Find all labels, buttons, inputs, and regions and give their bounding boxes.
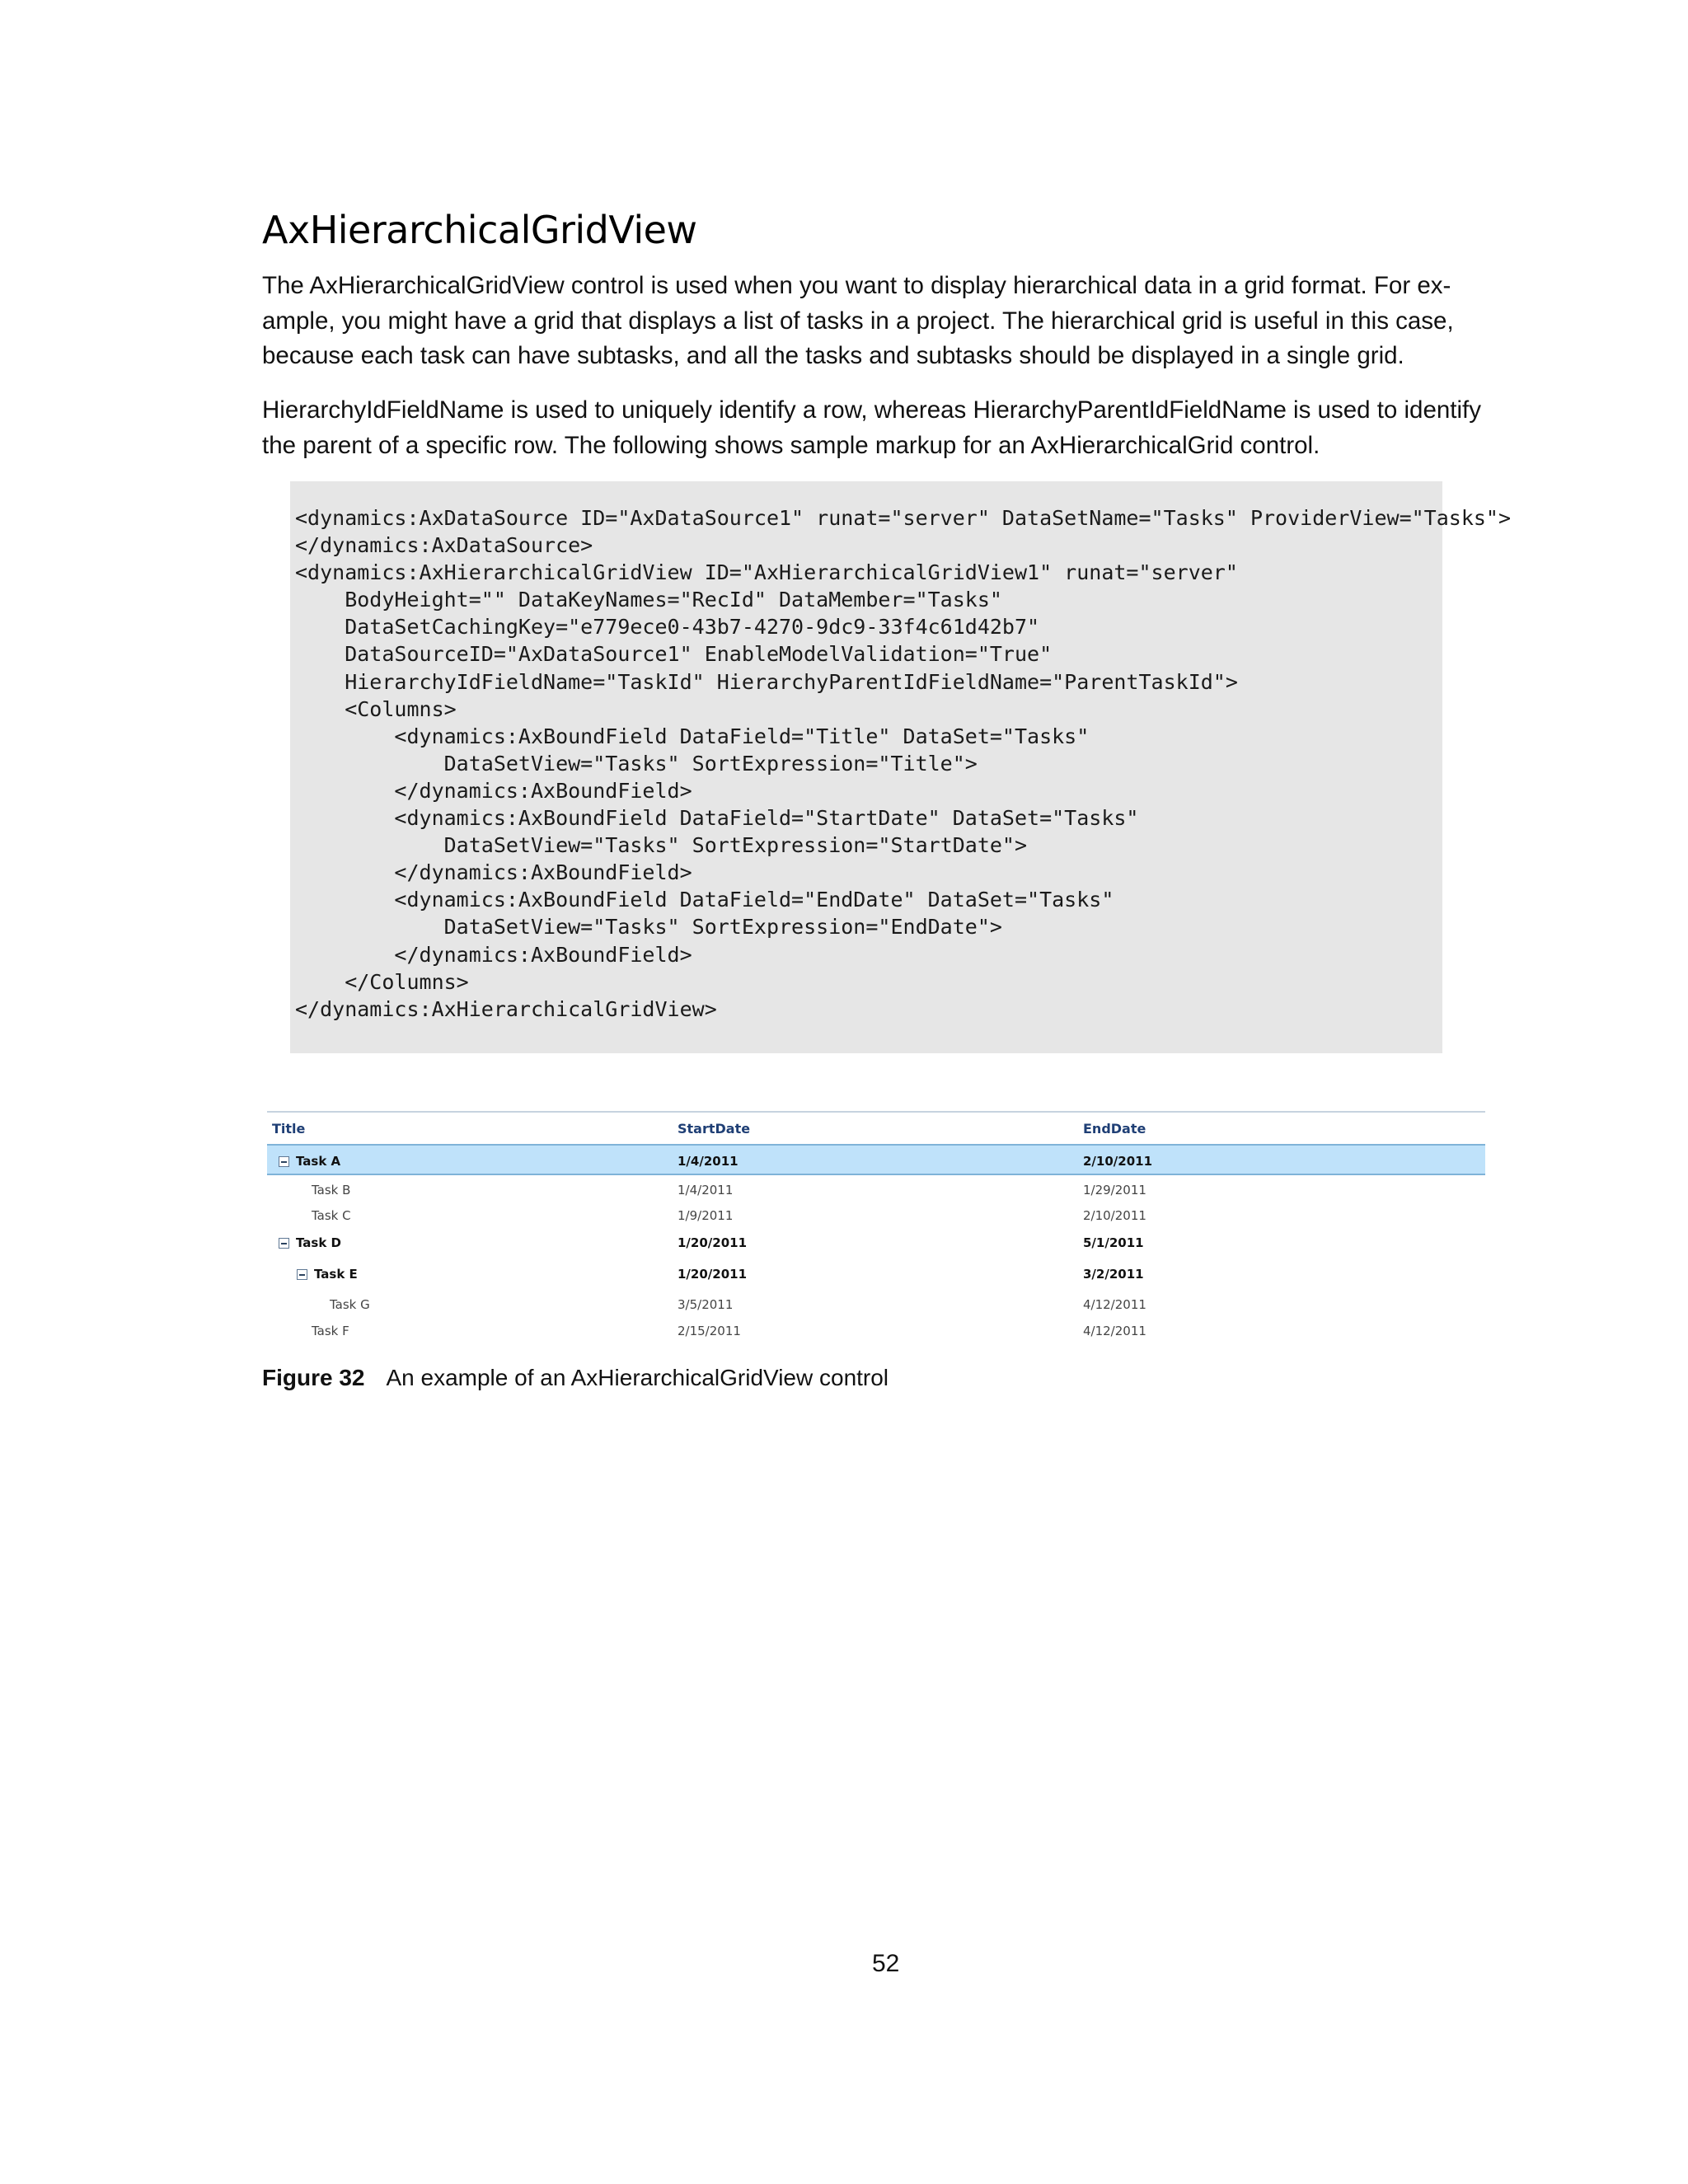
cell-title: Task D [296, 1235, 341, 1250]
figure-caption-text: An example of an AxHierarchicalGridView control [386, 1365, 889, 1390]
grid-row[interactable] [267, 1203, 1485, 1228]
section-heading: AxHierarchicalGridView [262, 208, 697, 252]
cell-startdate: 1/4/2011 [678, 1154, 738, 1169]
cell-title: Task B [312, 1183, 351, 1197]
grid-header-row [267, 1121, 1485, 1142]
paragraph-line: The AxHierarchicalGridView control is used when you want to display hierarchical data in a grid format. For ex- [262, 272, 1451, 299]
intro-paragraph [262, 269, 1474, 374]
cell-startdate: 1/9/2011 [678, 1208, 734, 1223]
paragraph-line: ample, you might have a grid that displays a list of tasks in a project. The hierarchical grid is useful in this case, [262, 307, 1454, 335]
cell-startdate: 1/20/2011 [678, 1267, 748, 1282]
cell-title: Task G [330, 1297, 370, 1312]
paragraph-line: HierarchyIdFieldName is used to uniquely identify a row, whereas HierarchyParentIdFieldName is used to identify [262, 396, 1481, 424]
cell-enddate: 4/12/2011 [1083, 1297, 1146, 1312]
cell-title: Task E [314, 1267, 358, 1282]
cell-startdate: 3/5/2011 [678, 1297, 734, 1312]
cell-startdate: 2/15/2011 [678, 1324, 741, 1338]
code-sample-block [290, 481, 1512, 1053]
cell-enddate: 5/1/2011 [1083, 1235, 1144, 1250]
cell-startdate: 1/20/2011 [678, 1235, 748, 1250]
cell-title: Task F [312, 1324, 349, 1338]
grid-row[interactable] [267, 1319, 1485, 1343]
cell-enddate: 1/29/2011 [1083, 1183, 1146, 1197]
grid-row[interactable] [267, 1144, 1485, 1175]
cell-enddate: 2/10/2011 [1083, 1154, 1153, 1169]
cell-title: Task A [296, 1154, 341, 1169]
hierarchy-fields-paragraph [262, 393, 1481, 463]
grid-top-border [267, 1111, 1485, 1113]
figure-label: Figure 32 [262, 1365, 365, 1390]
collapse-toggle-icon[interactable] [279, 1238, 289, 1249]
code-sample-text: <dynamics:AxDataSource ID="AxDataSource1" runat="server" DataSetName="Tasks" ProviderView="Tasks"> </dynamics:AxDataSource> <dynamics:AxHierarchicalGridView ID="AxHierarchicalGridView1" runat="server" BodyHeight="" DataKeyNames="RecId" DataMember="Tasks" DataSetCachingKey="e779ece0-43b7-4270-9dc9-33f4c61d42b7" DataSourceID="AxDataSource1" EnableModelValidation="True" HierarchyIdFieldName="TaskId" HierarchyParentIdFieldName="ParentTaskId"> <Columns> <dynamics:AxBoundField DataField="Title" DataSet="Tasks" DataSetView="Tasks" SortExpression="Title"> </dynamics:AxBoundField> <dynamics:AxBoundField DataField="StartDate" DataSet="Tasks" DataSetView="Tasks" SortExpression="StartDate"> </dynamics:AxBoundField> <dynamics:AxBoundField DataField="EndDate" DataSet="Tasks" DataSetView="Tasks" SortExpression="EndDate"> </dynamics:AxBoundField> </Columns> </dynamics:AxHierarchicalGridView> [295, 506, 1512, 1021]
paragraph-line: because each task can have subtasks, and all the tasks and subtasks should be displayed in a single grid. [262, 342, 1404, 369]
page-number: 52 [872, 1950, 900, 1977]
collapse-toggle-icon[interactable] [297, 1269, 307, 1280]
hierarchical-grid-figure [267, 1111, 1485, 1343]
grid-row[interactable] [267, 1229, 1485, 1257]
collapse-toggle-icon[interactable] [279, 1156, 289, 1167]
cell-enddate: 2/10/2011 [1083, 1208, 1146, 1223]
column-header-enddate[interactable]: EndDate [1083, 1121, 1146, 1137]
cell-enddate: 4/12/2011 [1083, 1324, 1146, 1338]
column-header-startdate[interactable]: StartDate [678, 1121, 751, 1137]
paragraph-line: the parent of a specific row. The following shows sample markup for an AxHierarchicalGrid control. [262, 431, 1320, 459]
grid-row[interactable] [267, 1292, 1485, 1317]
cell-title: Task C [312, 1208, 351, 1223]
cell-enddate: 3/2/2011 [1083, 1267, 1144, 1282]
figure-caption [262, 1365, 889, 1391]
grid-row[interactable] [267, 1178, 1485, 1202]
grid-row[interactable] [267, 1260, 1485, 1288]
cell-startdate: 1/4/2011 [678, 1183, 734, 1197]
column-header-title[interactable]: Title [272, 1121, 306, 1137]
